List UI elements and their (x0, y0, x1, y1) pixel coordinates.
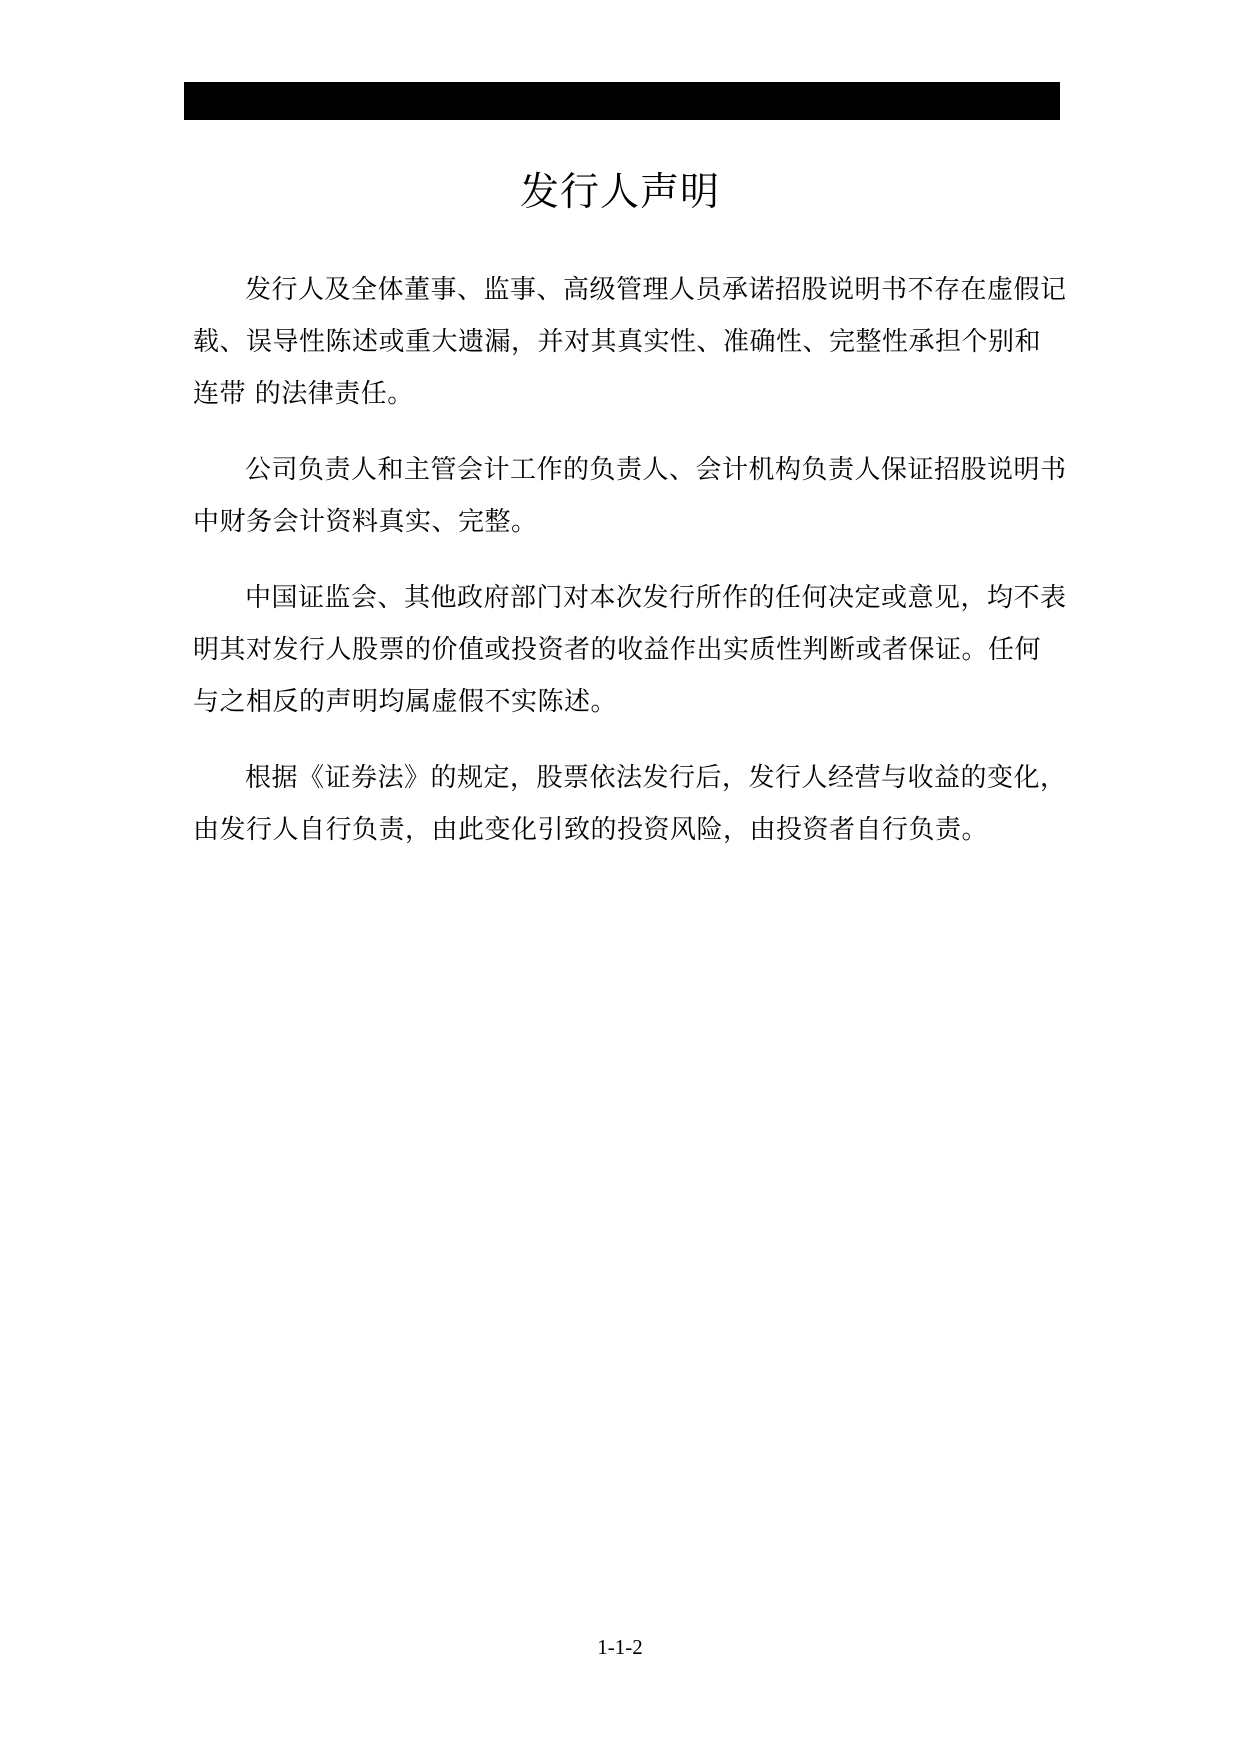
statement-paragraph-3: 中国证监会、其他政府部门对本次发行所作的任何决定或意见，均不表明其对发行人股票的价值或投资者的收益作出实质性判断或者保证。任何与之相反的声明均属虚假不实陈述。 (193, 583, 1067, 717)
page-title: 发行人声明 (519, 170, 720, 215)
statement-paragraph-4: 根据《证券法》的规定，股票依法发行后，发行人经营与收益的变化，由发行人自行负责，由此变化引致的投资风险，由投资者自行负责。 (193, 763, 1067, 845)
header-bar (184, 82, 1060, 120)
statement-paragraph-2: 公司负责人和主管会计工作的负责人、会计机构负责人保证招股说明书中财务会计资料真实、完整。 (193, 455, 1067, 537)
statement-paragraph-1: 发行人及全体董事、监事、高级管理人员承诺招股说明书不存在虚假记 载、误导性陈述或重大遗漏，并对其真实性、准确性、完整性承担个别和连带 的法律责任。 (193, 275, 1067, 409)
page-number: 1-1-2 (597, 1635, 643, 1659)
statement-body (193, 264, 1067, 880)
